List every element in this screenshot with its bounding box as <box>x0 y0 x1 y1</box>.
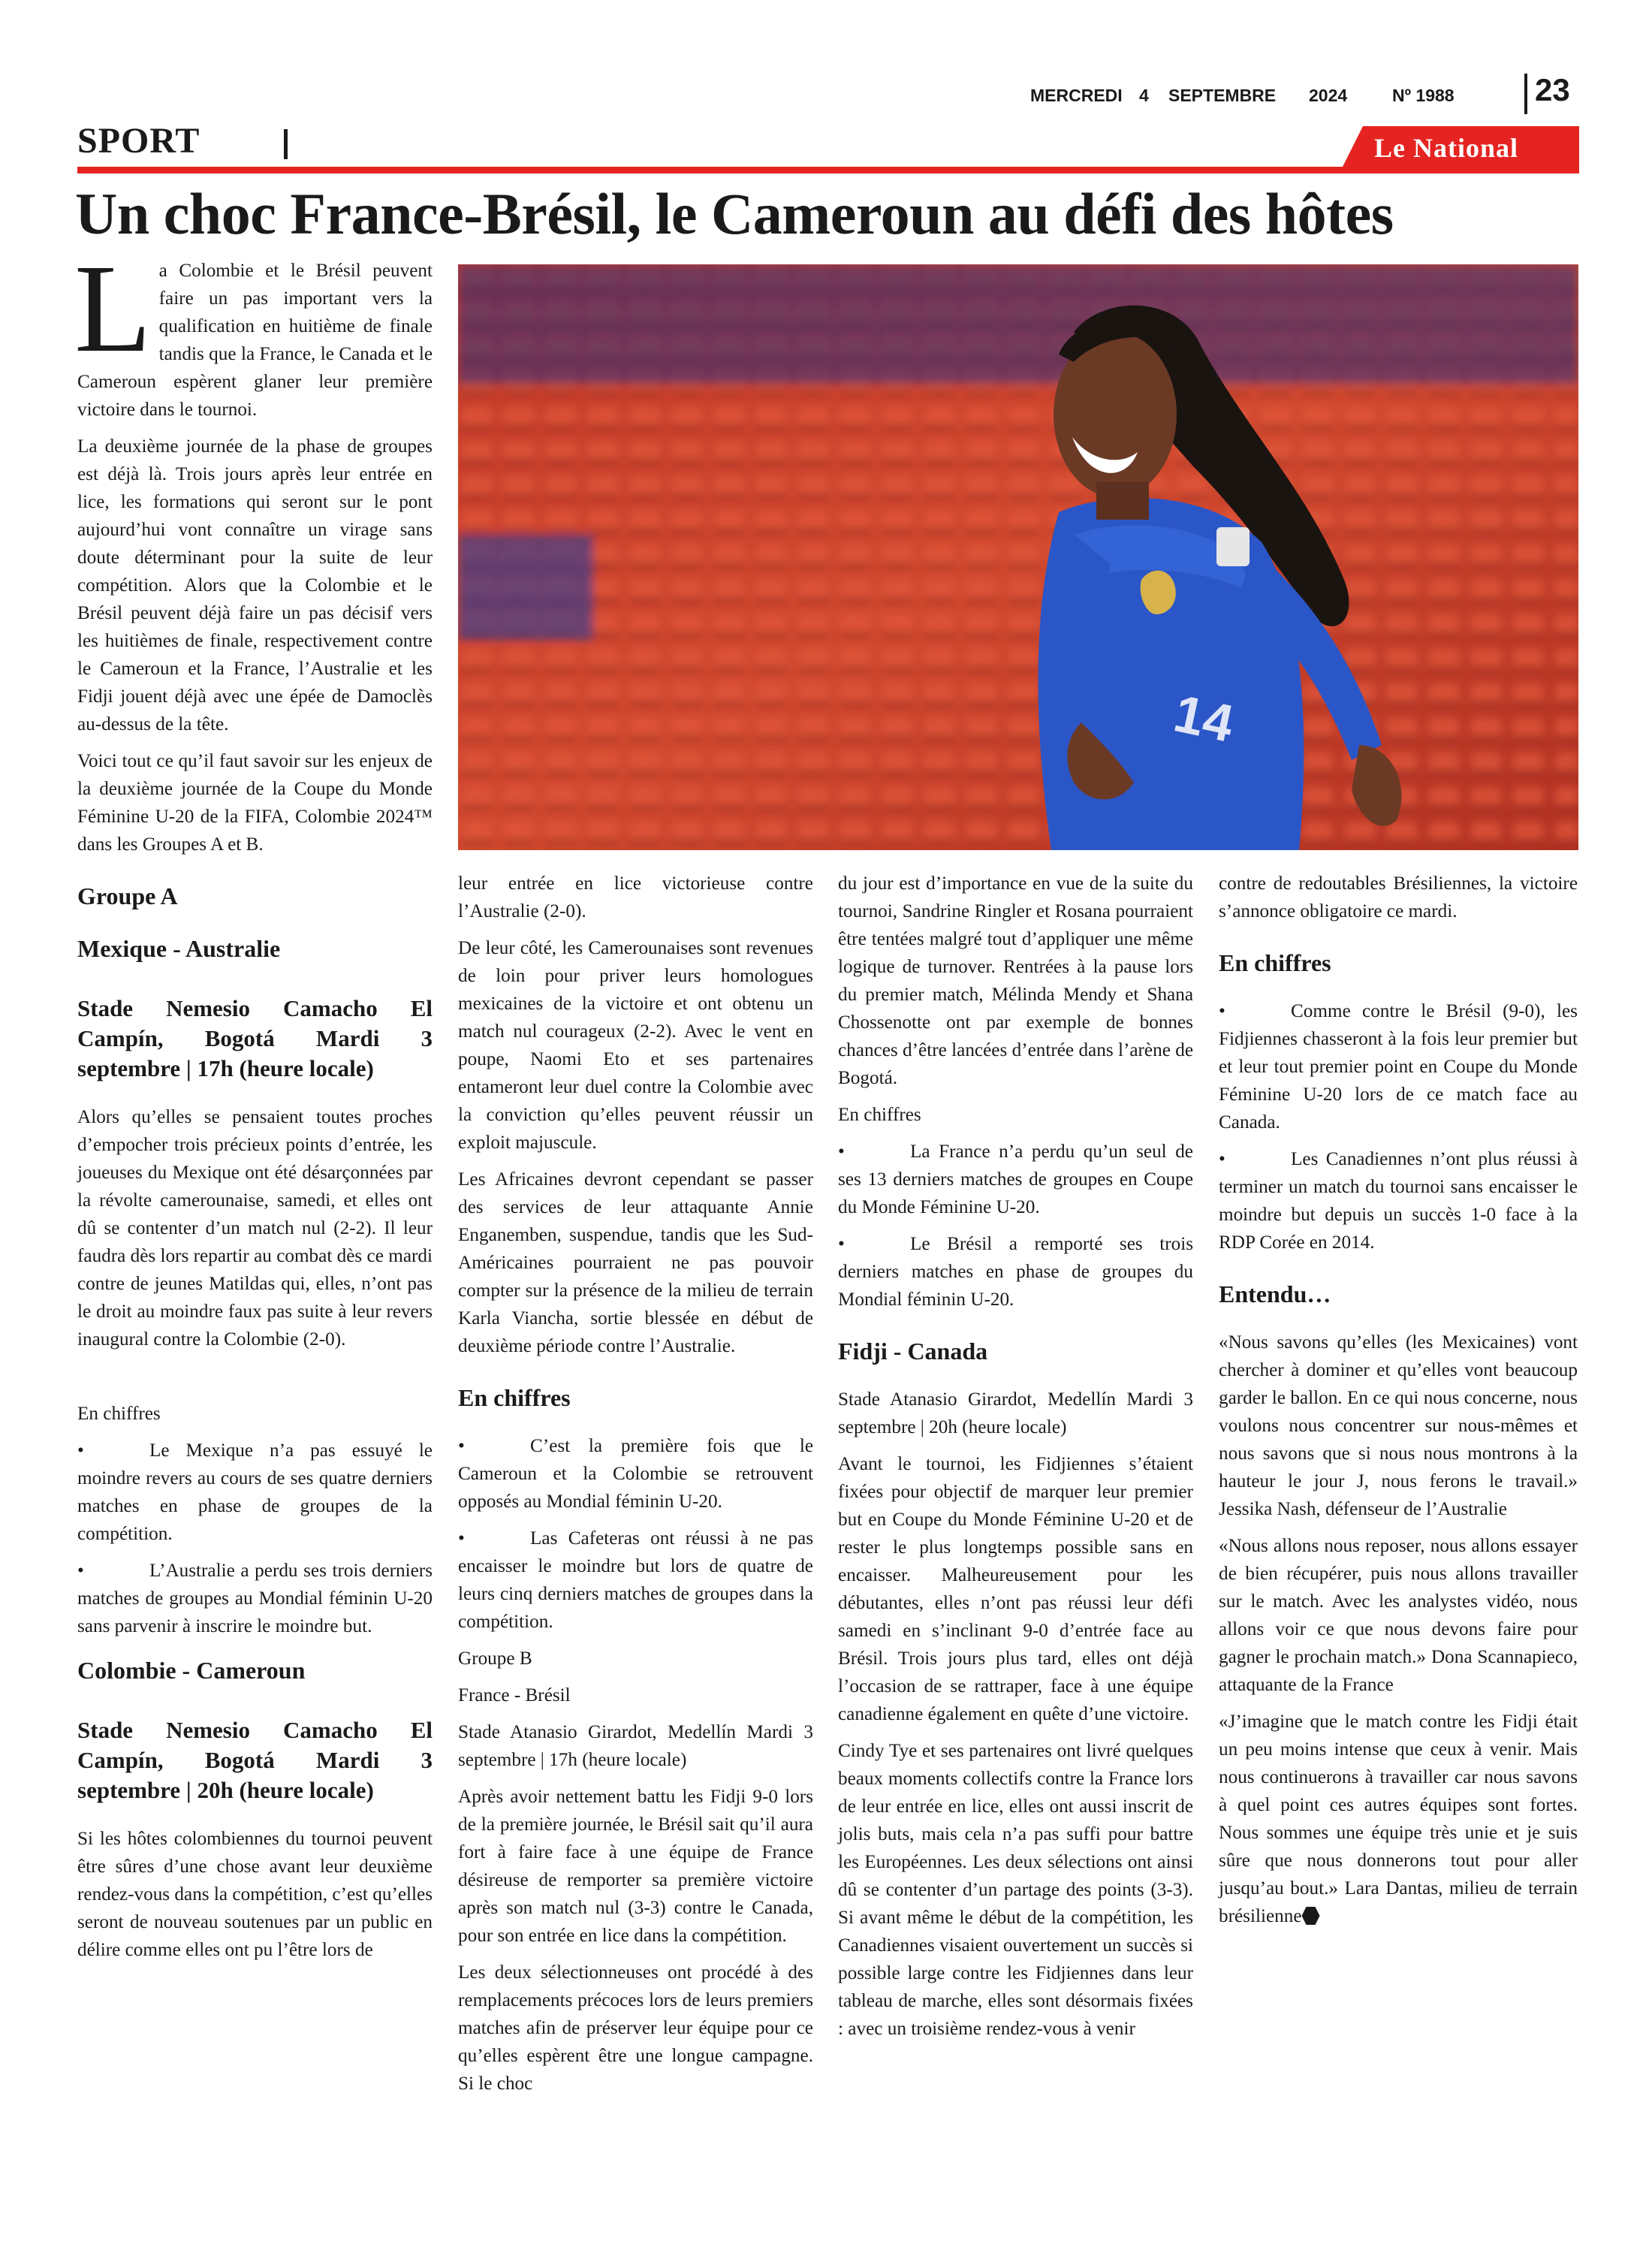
brand-name: Le National <box>1374 133 1519 163</box>
bullet-icon: • <box>1219 1001 1225 1021</box>
paragraph: Après avoir nettement battu les Fidji 9-0 lors de la première journée, le Brésil sait qu’il aura fort à faire face à une équipe de France désireuse de remporter sa première victoire après son match nul (3-3) contre le Canada, pour son entrée en lice dans la compétition. <box>458 1787 813 1946</box>
venue-label: Stade Atanasio Girardot, Medellín Mardi 3 septembre | 20h (heure locale) <box>838 1389 1193 1437</box>
issue-number: Nº 1988 <box>1392 86 1455 105</box>
bullet-icon: • <box>458 1436 465 1456</box>
bullet-item <box>838 1138 1193 1221</box>
venue-label: Stade Atanasio Girardot, Medellín Mardi 3 septembre | 17h (heure locale) <box>458 1722 813 1770</box>
quote-paragraph: «Nous allons nous reposer, nous allons essayer de bien récupérer, puis nous allons travailler sur le match. Avec les analystes vidéo, nous allons voir ce que nous devons faire pour gagner le prochain match.» Dona Scannapieco, attaquante de la France <box>1219 1536 1578 1695</box>
bullet-icon: • <box>838 1142 845 1162</box>
group-label-b: Groupe B <box>458 1648 532 1669</box>
paragraph: Les Africaines devront cependant se passer des services de leur attaquante Annie Enganemben, suspendue, tandis que les Sud-Américaines pourraient ne pas pouvoir compter sur la présence de la milieu de terrain Karla Viancha, sortie blessée en début de deuxième période contre l’Australie. <box>458 1169 813 1356</box>
bullet-icon: • <box>1219 1149 1225 1169</box>
venue-heading: Stade Nemesio Camacho El Campín, Bogotá Mardi 3 septembre | 17h (heure locale) <box>77 995 433 1081</box>
bullet-item <box>77 1557 433 1640</box>
paragraph: leur entrée en lice victorieuse contre l’Australie (2-0). <box>458 873 813 921</box>
bullet-item <box>838 1230 1193 1313</box>
paragraph: De leur côté, les Camerounaises sont revenues de loin pour priver leurs homologues mexicaines de la victoire et ont obtenu un match nul courageux (2-2). Avec le vent en poupe, Naomi Eto et ses partenaires entameront leur duel contre la Colombie avec la conviction qu’elles peuvent réussir un exploit majuscule. <box>458 938 813 1153</box>
svg-text:14: 14 <box>1168 683 1239 753</box>
bullet-item <box>458 1432 813 1516</box>
paragraph: Si les hôtes colombiennes du tournoi peuvent être sûres d’une chose avant leur deuxième rendez-vous dans la compétition, c’est qu’elles seront de nouveau soutenues par un public en délire comme elles ont pu l’être lors de <box>77 1829 433 1960</box>
group-heading-a: Groupe A <box>77 882 178 909</box>
paragraph: Cindy Tye et ses partenaires ont livré quelques beaux moments collectifs contre la France lors de leur entrée en lice, elles ont aussi inscrit de jolis buts, mais cela n’a pas suffi pour battre les Européennes. Les deux sélections ont ainsi dû se contenter d’un partage des points (3-3). Si avant même le début de la compétition, les Canadiennes visaient ouvertement un succès si possible large contre les Fidjiennes dans leur tableau de marche, elles sont désormais fixées : avec un troisième rendez-vous à venir <box>838 1741 1193 2039</box>
drop-cap: L <box>74 239 152 379</box>
bullet-icon: • <box>838 1234 845 1254</box>
football-player-photo <box>458 264 1578 850</box>
bullet-item <box>77 1437 433 1548</box>
paragraph: Les deux sélectionneuses ont procédé à des remplacements précoces lors de leurs premiers matches afin de préserver leur équipe pour ce qu’elles espèrent être une longue campagne. Si le choc <box>458 1962 813 2094</box>
match-heading: Fidji - Canada <box>838 1338 988 1365</box>
stats-heading: En chiffres <box>458 1384 571 1411</box>
intro-paragraph: a Colombie et le Brésil peuvent faire un pas important vers la qualification en huitième de finale tandis que la France, le Canada et le Cameroun espèrent glaner leur première victoire dans le tournoi. <box>77 261 433 420</box>
quote-paragraph <box>1219 1708 1578 1930</box>
stats-heading: En chiffres <box>1219 949 1331 976</box>
paragraph: Avant le tournoi, les Fidjiennes s’étaient fixées pour objectif de marquer leur premier but en Coupe du Monde Féminine U-20 et de rester le plus longtemps possible sans en encaisser. Malheureusement pour les débutantes, elles n’ont pas réussi leur défi samedi en s’inclinant 9-0 d’entrée face au Brésil. Trois jours plus tard, elles ont déjà l’occasion de se rattraper, face à une équipe canadienne également en quête d’une victoire. <box>838 1454 1193 1724</box>
end-of-article-icon <box>1302 1907 1320 1925</box>
bullet-text: Le Brésil a remporté ses trois derniers matches en phase de groupes du Mondial féminin U-20. <box>838 1234 1193 1310</box>
date-year: 2024 <box>1309 86 1348 105</box>
match-heading: Mexique - Australie <box>77 935 281 962</box>
article-column-2 <box>458 870 813 2107</box>
bullet-icon: • <box>77 1440 84 1461</box>
match-label: France - Brésil <box>458 1685 571 1706</box>
bullet-text: L’Australie a perdu ses trois derniers matches de groupes au Mondial féminin U-20 sans parvenir à inscrire le moindre but. <box>77 1561 433 1636</box>
article-column-1 <box>74 239 433 1973</box>
paragraph: Voici tout ce qu’il faut savoir sur les enjeux de la deuxième journée de la Coupe du Monde Féminine U-20 de la FIFA, Colombie 2024™ dans les Groupes A et B. <box>77 751 433 855</box>
date-number: 4 <box>1139 86 1149 105</box>
article-headline: Un choc France-Brésil, le Cameroun au défi des hôtes <box>75 181 1394 246</box>
bullet-item <box>1219 997 1578 1136</box>
article-column-4 <box>1219 870 1578 1939</box>
bullet-text: Comme contre le Brésil (9-0), les Fidjiennes chasseront à la fois leur premier but et leur tout premier point en Coupe du Monde Féminine U-20 lors de ce match face au Canada. <box>1219 1001 1578 1133</box>
quotes-heading: Entendu… <box>1219 1280 1331 1307</box>
stats-label: En chiffres <box>77 1404 161 1424</box>
article-photo <box>458 264 1578 850</box>
stats-label: En chiffres <box>838 1105 921 1125</box>
section-label: SPORT <box>77 121 200 161</box>
match-heading: Colombie - Cameroun <box>77 1657 306 1684</box>
bullet-text: Les Canadiennes n’ont plus réussi à terminer un match du tournoi sans encaisser le moindre but depuis un succès 1-0 face à la RDP Corée en 2014. <box>1219 1149 1578 1253</box>
bullet-text: La France n’a perdu qu’un seul de ses 13 derniers matches de groupes en Coupe du Monde Féminine U-20. <box>838 1142 1193 1217</box>
section-divider <box>284 129 288 159</box>
paragraph: La deuxième journée de la phase de groupes est déjà là. Trois jours après leur entrée en lice, les formations qui seront sur le pont aujourd’hui vont connaître un virage sans doute déterminant pour la suite de leur compétition. Alors que la Colombie et le Brésil peuvent déjà faire un pas décisif vers les huitièmes de finale, respectivement contre le Cameroun et la France, l’Australie et les Fidji jouent déjà avec une épée de Damoclès au-dessus de la tête. <box>77 436 433 734</box>
header-rule <box>77 167 1579 173</box>
page-number: 23 <box>1535 72 1570 107</box>
date-month: SEPTEMBRE <box>1168 86 1277 105</box>
date-day: MERCREDI <box>1030 86 1123 105</box>
paragraph: du jour est d’importance en vue de la suite du tournoi, Sandrine Ringler et Rosana pourraient être tentées malgré tout d’appliquer une même logique de turnover. Rentrées à la pause lors du premier match, Mélinda Mendy et Shana Chossenotte ont par exemple de bonnes chances d’être lancées d’entrée dans l’arène de Bogotá. <box>838 873 1193 1088</box>
bullet-item <box>1219 1145 1578 1256</box>
bullet-icon: • <box>458 1528 465 1549</box>
paragraph: Alors qu’elles se pensaient toutes proches d’empocher trois précieux points d’entrée, les joueuses du Mexique ont été désarçonnées par la révolte camerounaise, samedi, et elles ont dû se contenter d’un match nul (2-2). Il leur faudra dès lors repartir au combat dès ce mardi contre de jeunes Matildas qui, elles, n’ont pas le droit au moindre faux pas suite à leur revers inaugural contre la Colombie (2-0). <box>77 1107 433 1350</box>
venue-heading: Stade Nemesio Camacho El Campín, Bogotá Mardi 3 septembre | 20h (heure locale) <box>77 1717 433 1803</box>
bullet-text: Le Mexique n’a pas essuyé le moindre revers au cours de ses quatre derniers matches en phase de groupes de la compétition. <box>77 1440 433 1544</box>
quote-text: «J’imagine que le match contre les Fidji était un peu moins intense que ceux à venir. Mais nous continuerons à travailler car nous savons à quel point ces autres équipes sont fortes. Nous sommes une équipe très unie et je suis sûre que nous donnerons tout pour aller jusqu’au bout.» Lara Dantas, milieu de terrain brésilienne <box>1219 1712 1578 1926</box>
bullet-icon: • <box>77 1561 84 1581</box>
bullet-text: C’est la première fois que le Cameroun et la Colombie se retrouvent opposés au Mondial féminin U-20. <box>458 1436 813 1512</box>
bullet-item <box>458 1525 813 1636</box>
article-column-3 <box>838 870 1193 2052</box>
quote-paragraph: «Nous savons qu’elles (les Mexicaines) vont chercher à dominer et qu’elles vont beaucoup garder le ballon. En ce qui nous concerne, nous voulons nous concentrer sur nous-mêmes et nous savons que si nous nous montrons à la hauteur le jour J, nous ferons le travail.» Jessika Nash, défenseur de l’Australie <box>1219 1332 1578 1519</box>
paragraph: contre de redoutables Brésiliennes, la victoire s’annonce obligatoire ce mardi. <box>1219 873 1578 921</box>
page-number-divider <box>1524 74 1527 114</box>
bullet-text: Las Cafeteras ont réussi à ne pas encaisser le moindre but lors de quatre de leurs cinq derniers matches de groupes dans la compétition. <box>458 1528 813 1632</box>
